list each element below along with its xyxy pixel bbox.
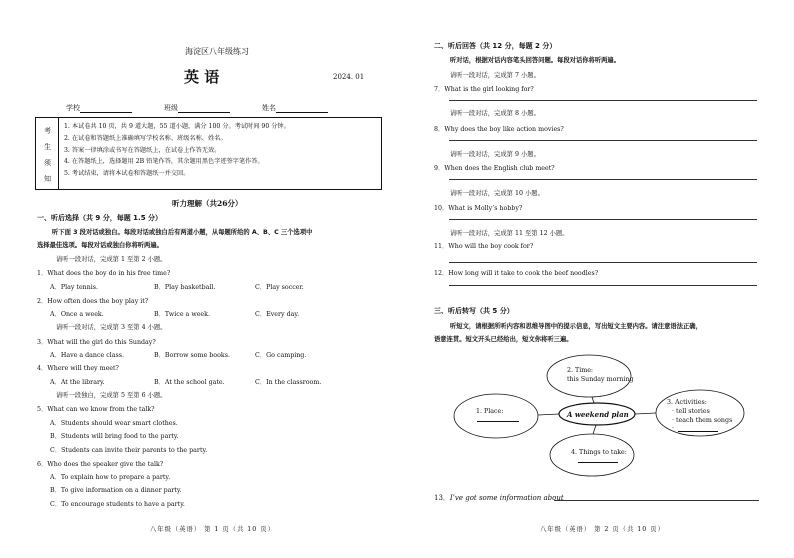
mindmap-things-label: 4. Things to take: [571, 449, 627, 456]
school-label: 学校 [66, 104, 80, 112]
answer-option: A．Play tennis. [50, 284, 99, 291]
answer-option: C．To encourage students to have a party. [50, 501, 185, 508]
answer-option: A．Once a week. [50, 311, 104, 318]
mindmap-activity-item: · tell stories [672, 408, 710, 415]
mindmap-place-node [454, 394, 538, 438]
mindmap-center-label: A weekend plan [567, 410, 629, 419]
answer-option: A．At the library. [50, 379, 105, 386]
question-13-text: I’ve got some information about [449, 494, 564, 502]
mindmap-place-label: 1. Place: [476, 408, 504, 415]
question-text: 2．How often does the boy play it? [37, 298, 149, 305]
answer-option: C．Every day. [255, 311, 300, 318]
subject-title: 英 语 [184, 68, 220, 86]
section3-instructions-cont: 语意连贯。短文开头已经给出，短文你将听三遍。 [434, 336, 573, 343]
question-text: 1．What does the boy do in his free time? [37, 270, 171, 277]
connector-line [593, 425, 596, 434]
note-item: 5. 考试结束，请将本试卷和答题纸一并交回。 [64, 170, 190, 178]
page2-footer: 八年级（英语） 第 2 页（共 10 页） [540, 526, 665, 533]
answer-option: C．Go camping. [255, 352, 307, 359]
answer-option: B．At the school gate. [154, 379, 225, 386]
connector-line [592, 397, 594, 403]
question-text: 3．What will the girl do this Sunday? [37, 339, 156, 346]
section2-title: 二、听后回答（共 12 分，每题 2 分） [434, 42, 557, 50]
mindmap-activities-label: 3. Activities: [667, 399, 707, 406]
activity-blank[interactable] [678, 431, 718, 432]
listening-instruction: 请听一段对话，完成第 7 小题。 [450, 72, 540, 79]
mindmap-activity-item: · teach them songs [672, 417, 733, 424]
question-text: 9．When does the English club meet? [434, 165, 555, 172]
mindmap-activity-item: · [672, 425, 675, 432]
answer-option: B．Play basketball. [154, 284, 216, 291]
part-title: 听力理解（共26分） [172, 199, 243, 208]
question-text: 6．Who does the speaker give the talk? [37, 461, 164, 468]
question-13 [434, 493, 564, 503]
question-text: 11．Who will the boy cook for? [434, 243, 534, 250]
question-text: 10．What is Molly’s hobby? [434, 205, 523, 212]
section3-instructions: 听短文，请根据所听内容和思维导图中的提示信息，写出短文主要内容。请注意语法正确， [450, 323, 702, 330]
answer-option: B．Twice a week. [154, 311, 210, 318]
section1-instructions: 听下面 3 段对话或独白。每段对话或独白后有两道小题，从每题所给的 A、B、C 三个选项中 [52, 229, 313, 236]
question-text: 12．How long will it take to cook the beef noodles? [434, 270, 599, 277]
listening-instruction: 请听一段独白，完成第 5 至第 6 小题。 [56, 392, 167, 399]
listening-instruction: 请听一段对话，完成第 3 至第 4 小题。 [56, 324, 167, 331]
listening-instruction: 请听一段对话，完成第 8 小题。 [450, 110, 540, 117]
answer-option: C．In the classroom. [255, 379, 322, 386]
mindmap-time-value: this Sunday morning [567, 376, 634, 383]
note-item: 1. 本试卷共 10 页，共 9 道大题，55 道小题，满分 100 分。考试时间 90 分钟。 [64, 123, 290, 130]
listening-instruction: 请听一段对话，完成第 1 至第 2 小题。 [56, 256, 167, 263]
exam-date: 2024. 01 [333, 73, 365, 81]
mindmap-time-label: 2. Time: [567, 367, 594, 374]
question-text: 8．Why does the boy like action movies? [434, 126, 564, 133]
section3-title: 三、听后转写（共 5 分） [434, 307, 514, 315]
answer-option: B．To give information on a dinner party. [50, 487, 182, 494]
name-label: 姓名 [262, 104, 276, 112]
question-text: 7．What is the girl looking for? [434, 86, 534, 93]
exam-district-title: 海淀区八年级练习 [185, 47, 249, 56]
answer-option: A．To explain how to prepare a party. [50, 474, 171, 481]
answer-option: A．Students should wear smart clothes. [50, 420, 178, 427]
note-item: 4. 在答题纸上，选择题用 2B 铅笔作答，其余题用黑色字迹签字笔作答。 [64, 158, 264, 166]
connector-line [538, 414, 559, 415]
notes-label: 考 生 须 知 [36, 118, 59, 189]
section1-instructions-cont: 选择最佳选项。每段对话或独白你将听两遍。 [37, 242, 163, 249]
answer-option: B．Borrow some books. [154, 352, 230, 359]
place-blank[interactable] [477, 421, 519, 422]
question-13-number: 13． [434, 494, 450, 502]
answer-option: B．Students will bring food to the party. [50, 433, 179, 440]
answer-option: A．Have a dance class. [50, 352, 124, 359]
things-blank[interactable] [578, 462, 618, 463]
note-item: 2. 在试卷和答题纸上准确填写学校名称、班级名称、姓名。 [64, 134, 227, 142]
section1-title: 一、听后选择（共 9 分，每题 1.5 分） [37, 214, 163, 222]
listening-instruction: 请听一段对话，完成第 10 小题。 [450, 190, 544, 197]
question-text: 5．What can we know from the talk? [37, 406, 155, 413]
note-item: 3. 答案一律填涂或书写在答题纸上，在试卷上作答无效。 [64, 146, 221, 154]
question-13-answer-line[interactable] [554, 500, 759, 501]
answer-option: C．Students can invite their parents to the party. [50, 447, 208, 454]
class-label: 班级 [164, 104, 178, 112]
page1-footer: 八年级（英语） 第 1 页（共 10 页） [150, 526, 275, 533]
section2-instructions: 听对话，根据对话内容笔头回答问题。每段对话你将听两遍。 [450, 57, 621, 64]
question-text: 4．Where will they meet? [37, 365, 119, 372]
listening-instruction: 请听一段对话，完成第 11 至第 12 小题。 [450, 230, 569, 237]
answer-option: C．Play soccer. [255, 284, 304, 291]
listening-instruction: 请听一段对话，完成第 9 小题。 [450, 151, 540, 158]
connector-line [635, 413, 656, 414]
